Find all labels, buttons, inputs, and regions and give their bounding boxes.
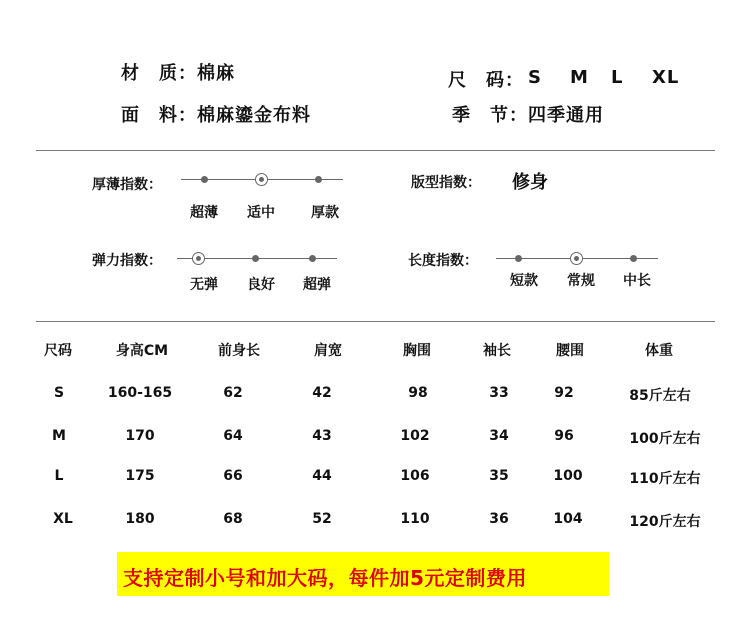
fit-value: 修身	[512, 172, 548, 193]
table-header: 腰围	[556, 343, 584, 359]
table-cell: 68	[223, 511, 243, 527]
length-index-label: 长度指数：	[408, 253, 478, 269]
elasticity-dot-super	[309, 255, 316, 262]
table-header: 胸围	[403, 343, 431, 359]
table-cell: 85斤左右	[629, 388, 691, 404]
material-label-text: 材 质：	[121, 63, 197, 84]
size-option-l: L	[611, 67, 624, 88]
fit-index-label: 版型指数：	[411, 175, 481, 191]
season-label-text: 季 节：	[452, 105, 528, 126]
length-option-medium-long: 中长	[623, 273, 651, 289]
table-header: 体重	[645, 343, 673, 359]
custom-size-banner-text: 支持定制小号和加大码，每件加5元定制费用	[123, 566, 527, 590]
elasticity-option-good: 良好	[247, 277, 275, 293]
elasticity-option-none: 无弹	[190, 277, 218, 293]
table-header: 身高CM	[115, 343, 169, 359]
table-header: 肩宽	[314, 343, 342, 359]
size-option-xl: XL	[652, 67, 680, 88]
table-cell: 42	[312, 385, 332, 401]
fabric-value: 棉麻鎏金布料	[197, 105, 311, 126]
table-header: 袖长	[483, 343, 511, 359]
size-option-s: S	[528, 67, 542, 88]
table-cell: 106	[400, 468, 430, 484]
table-cell: 92	[554, 385, 574, 401]
table-cell: 35	[489, 468, 509, 484]
table-cell: 98	[408, 385, 428, 401]
table-cell: 66	[223, 468, 243, 484]
size-label: 尺 码：	[448, 70, 524, 91]
size-option-m: M	[570, 67, 589, 88]
table-cell: L	[54, 468, 64, 484]
table-cell: 175	[125, 468, 155, 484]
table-cell: 100	[553, 468, 583, 484]
table-cell: 96	[554, 428, 574, 444]
thickness-option-medium: 适中	[247, 205, 275, 221]
table-cell: 52	[312, 511, 332, 527]
table-cell: 62	[223, 385, 243, 401]
elasticity-dot-selected	[192, 252, 205, 265]
table-cell: 102	[400, 428, 430, 444]
material-value: 棉麻	[197, 63, 235, 84]
thickness-option-thin: 超薄	[190, 205, 218, 221]
season-value: 四季通用	[528, 105, 604, 126]
table-header: 尺码	[44, 343, 72, 359]
table-header: 前身长	[218, 343, 260, 359]
divider-top	[36, 150, 715, 151]
table-cell: 110	[400, 511, 430, 527]
length-option-regular: 常规	[567, 273, 595, 289]
table-cell: 33	[489, 385, 509, 401]
table-cell: 64	[223, 428, 243, 444]
thickness-dot-thick	[315, 176, 322, 183]
table-cell: 180	[125, 511, 155, 527]
table-cell: 100斤左右	[629, 431, 701, 447]
table-cell: S	[53, 385, 65, 401]
table-cell: 160-165	[107, 385, 173, 401]
thickness-dot-thin	[201, 176, 208, 183]
table-cell: 120斤左右	[629, 514, 701, 530]
table-cell: 104	[553, 511, 583, 527]
length-dot-medium-long	[630, 255, 637, 262]
table-cell: XL	[53, 511, 73, 527]
fabric-label	[121, 101, 311, 127]
material-label	[121, 59, 235, 85]
custom-size-banner	[117, 552, 609, 596]
length-option-short: 短款	[510, 273, 538, 289]
fabric-label-text: 面 料：	[121, 105, 197, 126]
thickness-index-label: 厚薄指数：	[92, 177, 162, 193]
length-dot-short	[515, 255, 522, 262]
elasticity-index-label: 弹力指数：	[92, 253, 162, 269]
season-label	[452, 101, 604, 127]
table-cell: 44	[312, 468, 332, 484]
thickness-option-thick: 厚款	[311, 205, 339, 221]
table-cell: 110斤左右	[629, 471, 701, 487]
table-cell: 170	[125, 428, 155, 444]
table-cell: M	[52, 428, 66, 444]
length-dot-selected	[570, 252, 583, 265]
elasticity-option-super: 超弹	[303, 277, 331, 293]
table-cell: 43	[312, 428, 332, 444]
table-cell: 36	[489, 511, 509, 527]
table-cell: 34	[489, 428, 509, 444]
elasticity-dot-good	[252, 255, 259, 262]
thickness-dot-selected	[255, 173, 268, 186]
divider-middle	[36, 321, 715, 322]
